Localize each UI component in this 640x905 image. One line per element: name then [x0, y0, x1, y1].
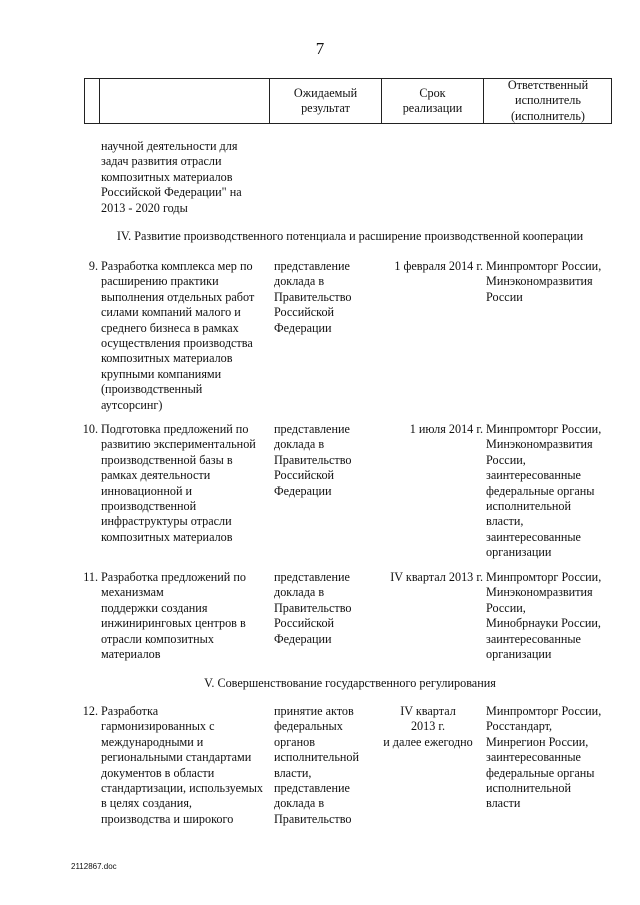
text-line: Разработка предложений по	[101, 570, 246, 584]
text-line: представление	[274, 570, 350, 584]
text-line: (производственный	[101, 382, 203, 397]
text-line: 1 июля 2014 г.	[409, 422, 483, 436]
row-deadline	[373, 259, 483, 274]
text-line: Минэкономразвития	[486, 585, 593, 600]
text-line: инновационной и	[101, 483, 193, 498]
text-line: Правительство	[274, 600, 352, 615]
text-line: Срок	[419, 85, 446, 100]
text-line: осуществления производства	[101, 336, 253, 351]
text-line: исполнительной	[274, 750, 360, 765]
text-line: Российской	[274, 468, 335, 483]
text-line: доклада в	[274, 796, 325, 811]
text-line: России	[486, 289, 523, 304]
header-result-label	[294, 86, 357, 117]
row-deadline	[373, 422, 483, 437]
text-line: заинтересованные	[486, 631, 581, 646]
text-line: доклада в	[274, 274, 325, 289]
text-line: организации	[486, 545, 552, 560]
text-line: власти	[486, 796, 521, 811]
row-result	[274, 422, 374, 499]
text-line: гармонизированных с	[101, 719, 215, 734]
text-line: развитию экспериментальной	[101, 437, 256, 452]
row-executor	[486, 704, 614, 812]
text-line: композитных материалов	[101, 529, 233, 544]
text-line: 2013 - 2020 годы	[101, 200, 188, 215]
text-line: задач развития отрасли	[101, 154, 222, 169]
text-line: выполнения отдельных работ	[101, 289, 255, 304]
text-line: отрасли композитных	[101, 631, 214, 646]
row-number: 9.	[88, 259, 98, 273]
row-result	[274, 259, 374, 336]
text-line: Минрегион России,	[486, 734, 589, 749]
text-line: механизмам	[101, 585, 164, 600]
text-line: Минэкономразвития	[486, 437, 593, 452]
text-line: Подготовка предложений по	[101, 422, 249, 436]
table-header	[84, 78, 612, 124]
text-line: Разработка комплекса мер по	[101, 259, 253, 273]
text-line: научной деятельности для	[101, 139, 238, 153]
text-line: Федерации	[274, 631, 332, 646]
text-line: Разработка	[101, 704, 159, 718]
text-line: результат	[301, 101, 350, 115]
row-task	[101, 422, 269, 545]
text-line: материалов	[101, 647, 161, 662]
text-line: Минпромторг России,	[486, 704, 602, 718]
text-line: рамках деятельности	[101, 468, 211, 483]
text-line: организации	[486, 647, 552, 662]
text-line: реализации	[402, 101, 463, 115]
text-line: федеральные органы	[486, 483, 595, 498]
header-cell-result	[269, 79, 381, 123]
row-executor	[486, 422, 614, 561]
text-line: Минпромторг России,	[486, 259, 602, 273]
text-line: композитных материалов	[101, 169, 233, 184]
text-line: Правительство	[274, 811, 352, 826]
row-executor	[486, 570, 614, 662]
text-line: Российской	[274, 305, 335, 320]
text-line: производственной базы в	[101, 452, 233, 467]
text-line: инфраструктуры отрасли	[101, 514, 232, 529]
text-line: Минобрнауки России,	[486, 616, 601, 631]
text-line: органов	[274, 734, 315, 749]
text-line: федеральные органы	[486, 765, 595, 780]
row-task	[101, 259, 269, 413]
section-heading-5: V. Совершенствование государственного регулирования	[204, 676, 496, 690]
text-line: России,	[486, 600, 526, 615]
text-line: Минпромторг России,	[486, 570, 602, 584]
text-line: власти,	[274, 765, 312, 780]
row-deadline	[373, 570, 483, 585]
text-line: Федерации	[274, 483, 332, 498]
text-line: IV квартал 2013 г.	[390, 570, 483, 584]
header-cell-executor	[483, 79, 612, 123]
text-line: среднего бизнеса в рамках	[101, 320, 239, 335]
row-number: 12.	[82, 704, 98, 718]
text-line: IV квартал	[400, 704, 456, 718]
row-task	[101, 704, 269, 827]
text-line: 1 февраля 2014 г.	[394, 259, 483, 273]
text-line: Российской	[274, 616, 335, 631]
row-result	[274, 704, 374, 827]
text-line: Минпромторг России,	[486, 422, 602, 436]
row-task	[101, 570, 269, 662]
row-number: 11.	[83, 570, 98, 584]
text-line: заинтересованные	[486, 468, 581, 483]
header-cell-task	[99, 79, 269, 123]
text-line: заинтересованные	[486, 529, 581, 544]
text-line: Минэкономразвития	[486, 274, 593, 289]
text-line: крупными компаниями	[101, 366, 222, 381]
text-line: исполнительной	[486, 781, 572, 796]
text-line: Правительство	[274, 289, 352, 304]
text-line: принятие актов	[274, 704, 354, 718]
row-number: 10.	[82, 422, 98, 436]
text-line: представление	[274, 422, 350, 436]
text-line: представление	[274, 259, 350, 273]
text-line: доклада в	[274, 437, 325, 452]
text-line: Росстандарт,	[486, 719, 553, 734]
text-line: инжиниринговых центров в	[101, 616, 246, 631]
text-line: аутсорсинг)	[101, 397, 163, 412]
text-line: производства и широкого	[101, 811, 234, 826]
text-line: заинтересованные	[486, 750, 581, 765]
text-line: международными и	[101, 734, 204, 749]
text-line: доклада в	[274, 585, 325, 600]
text-line: Российской Федерации" на	[101, 185, 242, 200]
continued-task-text	[101, 139, 269, 216]
text-line: представление	[274, 781, 350, 796]
text-line: Федерации	[274, 320, 332, 335]
text-line: поддержки создания	[101, 600, 208, 615]
header-deadline-label	[403, 86, 463, 117]
text-line: стандартизации, используемых	[101, 781, 264, 796]
row-result	[274, 570, 374, 647]
text-line: России,	[486, 452, 526, 467]
text-line: и далее ежегодно	[383, 734, 473, 749]
text-line: региональными стандартами	[101, 750, 252, 765]
text-line: власти,	[486, 514, 524, 529]
page-number: 7	[315, 39, 325, 58]
text-line: исполнитель	[515, 93, 581, 108]
row-deadline	[373, 704, 483, 750]
text-line: расширению практики	[101, 274, 219, 289]
text-line: Правительство	[274, 452, 352, 467]
text-line: производственной	[101, 499, 197, 514]
text-line: силами компаний малого и	[101, 305, 241, 320]
text-line: Ответственный	[507, 77, 589, 92]
text-line: Ожидаемый	[293, 85, 358, 100]
row-executor	[486, 259, 614, 305]
text-line: (исполнитель)	[510, 108, 585, 123]
section-heading-4: IV. Развитие производственного потенциала и расширение производственной кооперации	[116, 229, 584, 243]
text-line: в целях создания,	[101, 796, 192, 811]
text-line: композитных материалов	[101, 351, 233, 366]
text-line: федеральных	[274, 719, 343, 734]
document-filename: 2112867.doc	[71, 862, 117, 871]
text-line: исполнительной	[486, 499, 572, 514]
header-executor-label	[508, 78, 588, 124]
text-line: 2013 г.	[410, 719, 446, 734]
text-line: документов в области	[101, 765, 215, 780]
header-cell-deadline	[381, 79, 483, 123]
